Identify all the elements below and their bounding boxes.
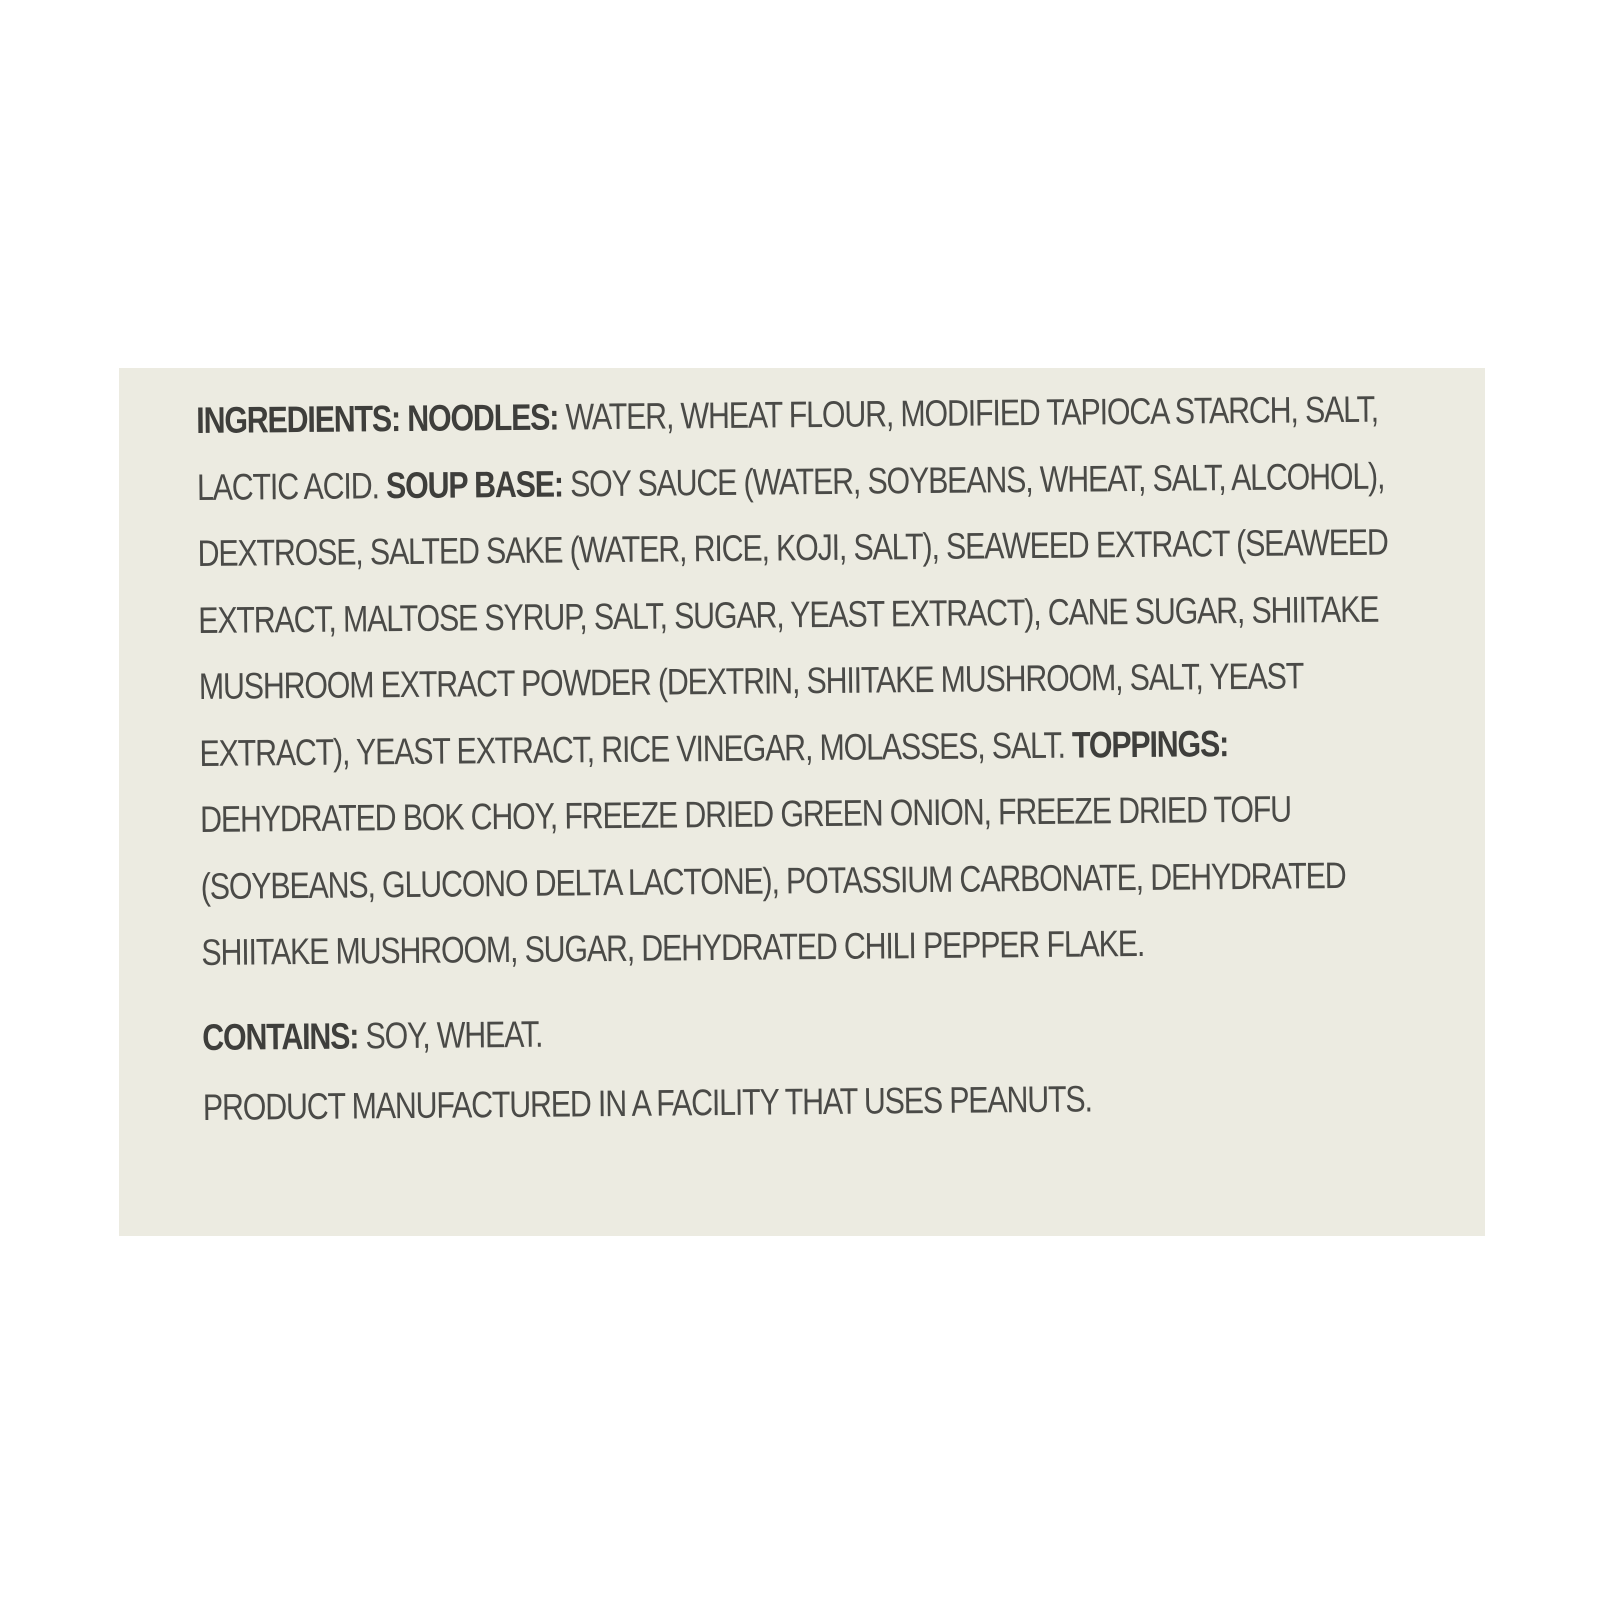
ingredients-paragraph: [196, 377, 1399, 987]
contains-text: SOY, WHEAT.: [365, 1013, 543, 1056]
contains-label: CONTAINS:: [202, 1014, 359, 1058]
toppings-text: DEHYDRATED BOK CHOY, FREEZE DRIED GREEN ONION, FREEZE DRIED TOFU (SOYBEANS, GLUCONO DELTA LACTONE), POTASSIUM CARBONATE, DEHYDRATED SHIITAKE MUSHROOM, SUGAR, DEHYDRATED CHILI PEPPER FLAKE.: [199, 788, 1346, 973]
contains-statement: [202, 993, 1400, 1070]
label-text-block: [196, 376, 1413, 1140]
facility-statement: PRODUCT MANUFACTURED IN A FACILITY THAT USES PEANUTS.: [202, 1077, 1092, 1128]
noodles-text: WATER, WHEAT FLOUR, MODIFIED TAPIOCA STARCH, SALT, LACTIC ACID.: [196, 388, 1379, 508]
noodles-label: NOODLES:: [407, 396, 559, 439]
ingredients-heading: INGREDIENTS:: [196, 398, 401, 441]
ingredients-label-panel: [119, 368, 1485, 1236]
soup-base-text: SOY SAUCE (WATER, SOYBEANS, WHEAT, SALT, ALCOHOL), DEXTROSE, SALTED SAKE (WATER, RICE, KOJI, SALT), SEAWEED EXTRACT (SEAWEED EXTRACT, MALTOSE SYRUP, SALT, SUGAR, YEAST EXTRACT), CANE SUGAR, SHIITAKE MUSHROOM EXTRACT POWDER (DEXTRIN, SHIITAKE MUSHROOM, SALT, YEAST EXTRACT), YEAST EXTRACT, RICE VINEGAR, MOLASSES, SALT.: [197, 455, 1388, 774]
toppings-label: TOPPINGS:: [1071, 722, 1229, 766]
soup-base-label: SOUP BASE:: [385, 462, 564, 506]
